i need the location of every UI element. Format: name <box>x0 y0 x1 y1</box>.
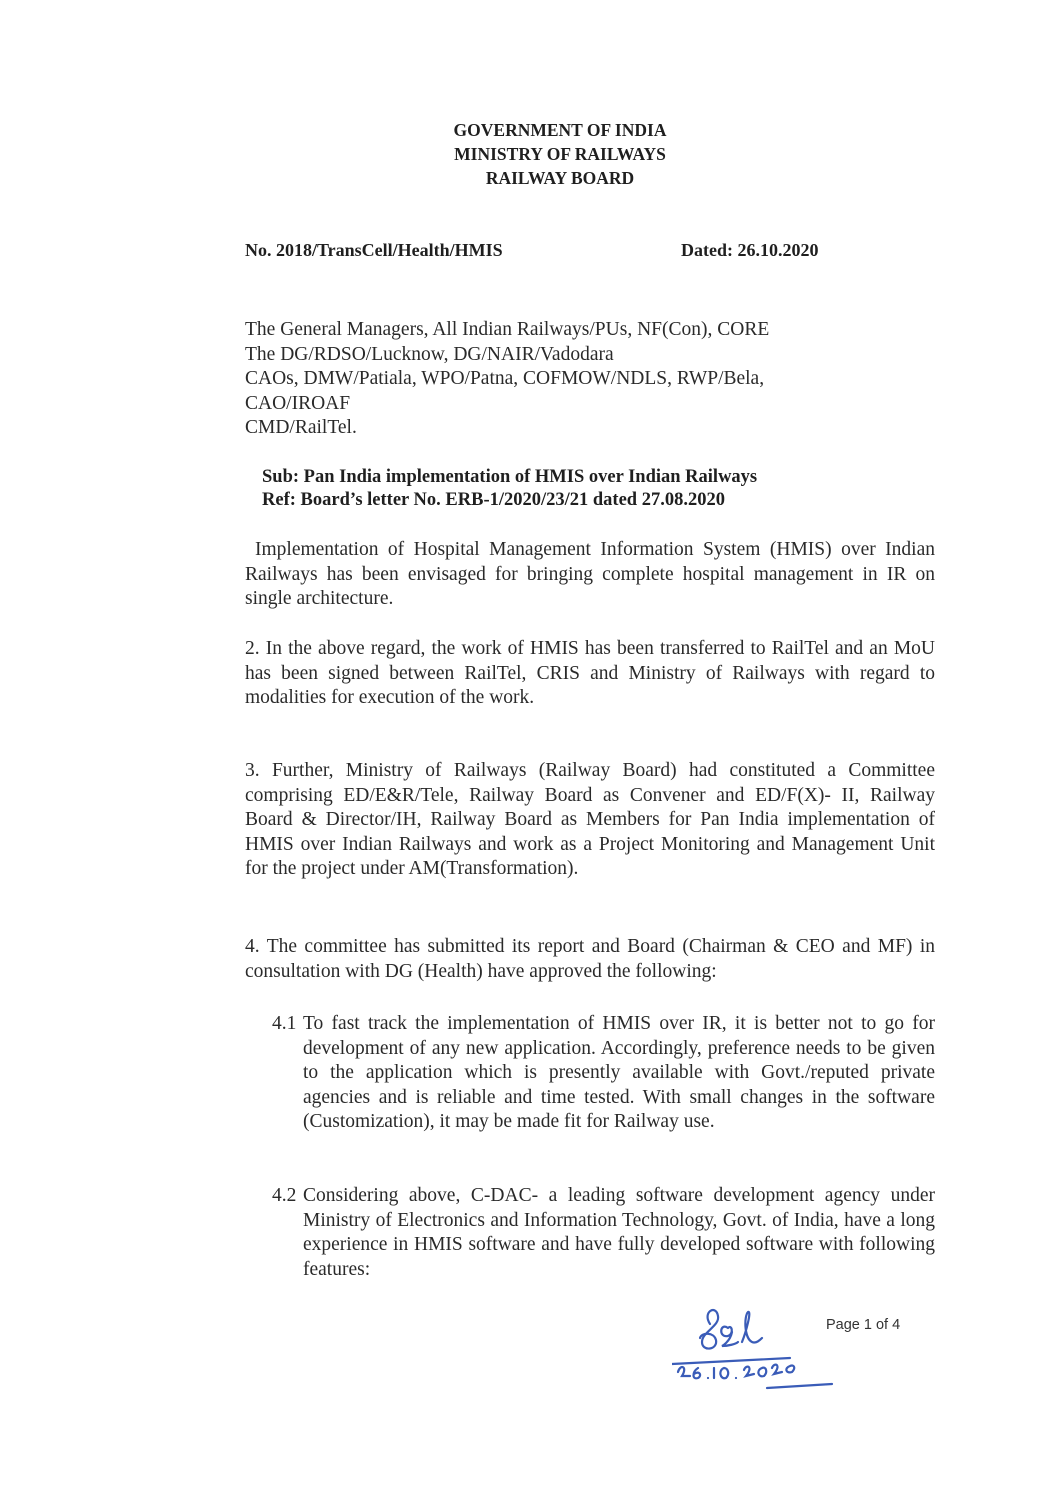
addressees <box>245 318 769 441</box>
subpoint-number: 4.1 <box>272 1013 297 1034</box>
letter-number: No. 2018/TransCell/Health/HMIS <box>245 240 503 260</box>
header-government: GOVERNMENT OF INDIA <box>453 120 667 140</box>
subpoint-number: 4.2 <box>272 1185 297 1206</box>
subpoint-text: To fast track the implementation of HMIS over IR, it is better not to go for development of any new application. Accordingly, preference needs to be given to the application which is presently available with Govt./reputed private agencies and is reliable and time tested. With small changes in the software (Customization), it may be made fit for Railway use. <box>303 1013 935 1133</box>
subpoint-4-2 <box>272 1184 935 1282</box>
subpoint-text: Considering above, C-DAC- a leading software development agency under Ministry of Electronics and Information Technology, Govt. of India, have a long experience in HMIS software and have fully developed software with following features: <box>303 1185 935 1280</box>
subject-block <box>262 466 757 512</box>
subject-line: Sub: Pan India implementation of HMIS over Indian Railways <box>262 467 758 487</box>
paragraph-intro: Implementation of Hospital Management Information System (HMIS) over Indian Railways has been envisaged for bringing complete hospital management in IR on single architecture. <box>245 539 935 610</box>
paragraph-2: 2. In the above regard, the work of HMIS has been transferred to RailTel and an MoU has been signed between RailTel, CRIS and Ministry of Railways with regard to modalities for execution of the work. <box>245 638 935 709</box>
addressee: The DG/RDSO/Lucknow, DG/NAIR/Vadodara <box>245 343 614 365</box>
paragraph-3: 3. Further, Ministry of Railways (Railway Board) had constituted a Committee comprising ED/E&R/Tele, Railway Board as Convener and ED/F(X)- II, Railway Board & Director/IH, Railway Board as Members for Pan India implementation of HMIS over Indian Railways and work as a Project Monitoring and Management Unit for the project under AM(Transformation). <box>245 760 935 880</box>
addressee: CAO/IROAF <box>245 392 351 414</box>
document-header <box>0 118 1058 190</box>
subpoint-4-1 <box>272 1012 935 1135</box>
handwritten-signature <box>672 1302 847 1402</box>
paragraph-4: 4. The committee has submitted its report and Board (Chairman & CEO and MF) in consultation with DG (Health) have approved the following: <box>245 936 935 982</box>
header-ministry: MINISTRY OF RAILWAYS <box>454 144 666 164</box>
header-board: RAILWAY BOARD <box>485 168 635 188</box>
addressee: The General Managers, All Indian Railways/PUs, NF(Con), CORE <box>245 319 770 340</box>
reference-line: Ref: Board’s letter No. ERB-1/2020/23/21 dated 27.08.2020 <box>262 490 725 510</box>
addressee: CAOs, DMW/Patiala, WPO/Patna, COFMOW/NDLS, RWP/Bela, <box>245 368 765 389</box>
letter-date: Dated: 26.10.2020 <box>681 240 819 260</box>
addressee: CMD/RailTel. <box>245 417 357 438</box>
page-number: Page 1 of 4 <box>826 1317 901 1333</box>
